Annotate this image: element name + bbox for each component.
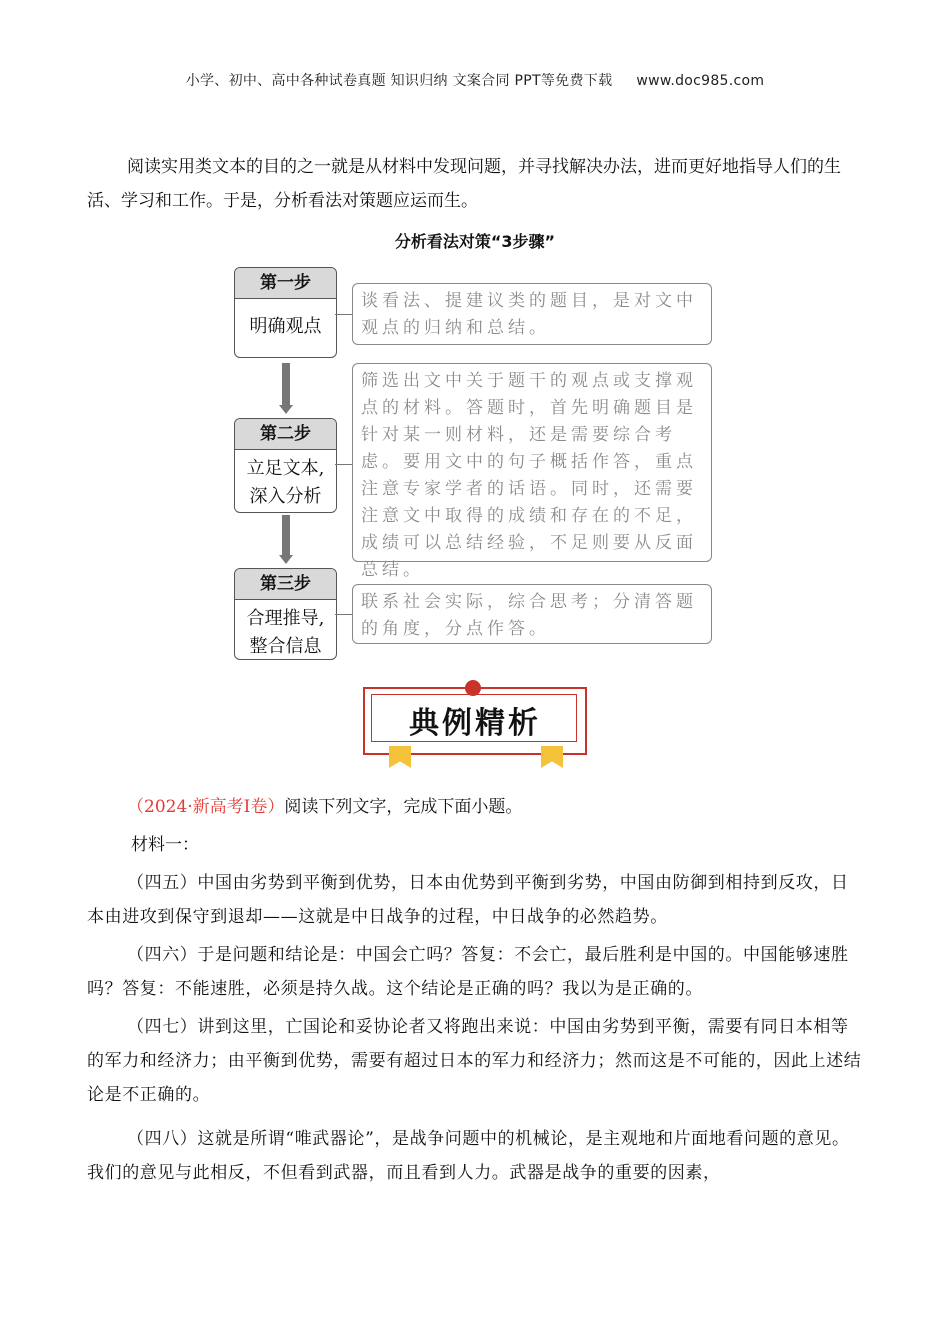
example-banner — [363, 680, 587, 765]
step-2-box — [234, 418, 337, 513]
diagram-title: 分析看法对策“3步骤” — [394, 232, 556, 251]
header-text: 小学、初中、高中各种试卷真题 知识归纳 文案合同 PPT等免费下载 — [185, 73, 613, 89]
material-paragraph: （四五）中国由劣势到平衡到优势，日本由优势到平衡到劣势，中国由防御到相持到反攻，日本由进攻到保守到退却——这就是中日战争的过程，中日战争的必然趋势。 — [87, 873, 849, 927]
step-3-box — [234, 568, 337, 660]
step-1-head: 第一步 — [235, 268, 336, 299]
pin-icon — [465, 680, 481, 696]
step-2-head: 第二步 — [235, 419, 336, 450]
step-3-line2: 整合信息 — [249, 636, 322, 657]
step-1-body — [235, 299, 336, 341]
step-3-desc: 联系社会实际，综合思考；分清答题的角度，分点作答。 — [352, 584, 712, 644]
material-paragraph: （四八）这就是所谓“唯武器论”，是战争问题中的机械论，是主观地和片面地看问题的意见。我们的意见与此相反，不但看到武器，而且看到人力。武器是战争的重要的因素， — [87, 1129, 850, 1183]
step-3-connector — [335, 614, 352, 615]
step-3-body — [235, 600, 336, 660]
page-header — [0, 70, 950, 90]
step-2-desc: 筛选出文中关于题干的观点或支撑观点的材料。答题时，首先明确题目是针对某一则材料，还是需要综合考虑。要用文中的句子概括作答，重点注意专家学者的话语。同时，还需要注意文中取得的成绩和存在的不足，成绩可以总结经验，不足则要从反面总结。 — [352, 363, 712, 562]
header-site-link[interactable]: www.doc985.com — [636, 73, 765, 89]
arrow-down-icon — [279, 515, 293, 564]
step-1-connector — [335, 314, 352, 315]
ribbon-icon — [541, 746, 563, 768]
example-source: （2024·新高考Ⅰ卷） — [127, 797, 285, 817]
step-2-body — [235, 450, 336, 511]
step-3-head: 第三步 — [235, 569, 336, 600]
example-instruction: 阅读下列文字，完成下面小题。 — [284, 797, 523, 817]
step-1-line1: 明确观点 — [249, 316, 322, 337]
ribbon-icon — [389, 746, 411, 768]
step-2-line2: 深入分析 — [249, 486, 322, 507]
step-1-desc: 谈看法、提建议类的题目，是对文中观点的归纳和总结。 — [352, 283, 712, 345]
arrow-down-icon — [279, 363, 293, 414]
example-intro — [127, 790, 863, 824]
material-paragraph: （四七）讲到这里，亡国论和妥协论者又将跑出来说：中国由劣势到平衡，需要有同日本相等的军力和经济力；由平衡到优势，需要有超过日本的军力和经济力；然而这是不可能的，因此上述结论是不正确的。 — [87, 1017, 862, 1105]
material-label: 材料一： — [131, 835, 199, 855]
material-paragraph: （四六）于是问题和结论是：中国会亡吗？答复：不会亡，最后胜利是中国的。中国能够速胜吗？答复：不能速胜，必须是持久战。这个结论是正确的吗？我以为是正确的。 — [87, 945, 849, 999]
step-2-line1: 立足文本, — [246, 458, 325, 479]
step-1-box — [234, 267, 337, 358]
intro-paragraph: 阅读实用类文本的目的之一就是从材料中发现问题，并寻找解决办法，进而更好地指导人们的生活、学习和工作。于是，分析看法对策题应运而生。 — [87, 157, 841, 211]
banner-title: 典例精析 — [409, 706, 541, 741]
step-3-line1: 合理推导, — [246, 608, 325, 629]
step-2-connector — [335, 464, 352, 465]
